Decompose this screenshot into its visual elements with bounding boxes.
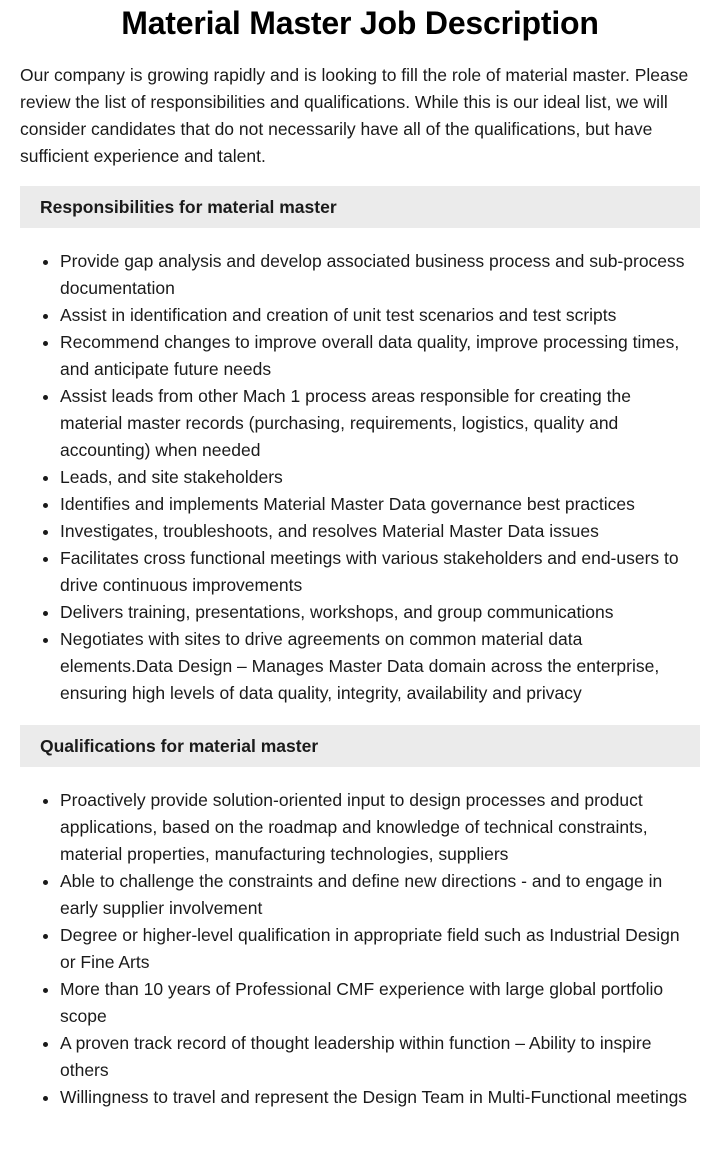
list-item: • More than 10 years of Professional CMF experience with large global portfolio scope (60, 976, 700, 1030)
list-item: • Identifies and implements Material Master Data governance best practices (60, 491, 700, 518)
list-item: • Leads, and site stakeholders (60, 464, 700, 491)
responsibilities-list (20, 248, 700, 707)
list-item: • Willingness to travel and represent the Design Team in Multi-Functional meetings (60, 1084, 700, 1111)
list-item: • Delivers training, presentations, workshops, and group communications (60, 599, 700, 626)
responsibilities-heading-label: Responsibilities for material master (40, 196, 337, 217)
intro-paragraph: Our company is growing rapidly and is looking to fill the role of material master. Please review the list of responsibilities and qualifications. While this is our ideal list, we will consider candidates that do not necessarily have all of the qualifications, but have sufficient experience and talent. (20, 65, 689, 166)
list-item: • Negotiates with sites to drive agreements on common material data elements.Data Design – Manages Master Data domain across the enterprise, ensuring high levels of data quality, integrity, availability and privacy (60, 626, 700, 707)
qualifications-list (20, 787, 700, 1111)
list-item: • Recommend changes to improve overall data quality, improve processing times, and anticipate future needs (60, 329, 700, 383)
list-item: • Able to challenge the constraints and define new directions - and to engage in early supplier involvement (60, 868, 700, 922)
list-item: • Degree or higher-level qualification in appropriate field such as Industrial Design or Fine Arts (60, 922, 700, 976)
list-item: • Assist in identification and creation of unit test scenarios and test scripts (60, 302, 700, 329)
list-item: • Assist leads from other Mach 1 process areas responsible for creating the material master records (purchasing, requirements, logistics, quality and accounting) when needed (60, 383, 700, 464)
qualifications-heading-label: Qualifications for material master (40, 735, 319, 756)
list-item: • A proven track record of thought leadership within function – Ability to inspire others (60, 1030, 700, 1084)
qualifications-heading (20, 725, 700, 767)
list-item: • Proactively provide solution-oriented input to design processes and product applications, based on the roadmap and knowledge of technical constraints, material properties, manufacturing technologies, suppliers (60, 787, 700, 868)
responsibilities-heading (20, 186, 700, 228)
list-item: • Investigates, troubleshoots, and resolves Material Master Data issues (60, 518, 700, 545)
page-title: Material Master Job Description (121, 5, 599, 41)
list-item: • Facilitates cross functional meetings with various stakeholders and end-users to drive continuous improvements (60, 545, 700, 599)
list-item: • Provide gap analysis and develop associated business process and sub-process documentation (60, 248, 700, 302)
